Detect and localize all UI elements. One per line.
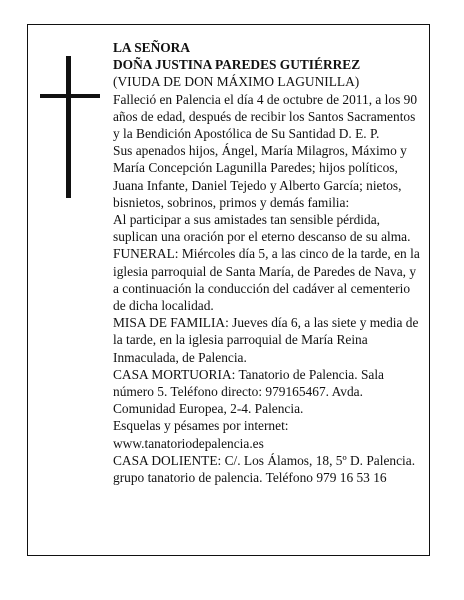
funeral-paragraph: FUNERAL: Miércoles día 5, a las cinco de la tarde, en la iglesia parroquial de Santa María, de Paredes de Nava, y a continuación la conducción del cadáver al cementerio de dicha localidad. [113, 246, 420, 314]
mortuary-paragraph: CASA MORTUORIA: Tanatorio de Palencia. Sala número 5. Teléfono directo: 979165467. Avda. Comunidad Europea, 2-4. Palencia. [113, 366, 384, 417]
death-paragraph: Falleció en Palencia el día 4 de octubre de 2011, a los 90 años de edad, después de recibir los Santos Sacramentos y la Bendición Apostólica de Su Santidad D. E. P. [113, 91, 418, 142]
footer-paragraph: grupo tanatorio de palencia. Teléfono 979 16 53 16 [113, 470, 387, 486]
obituary-text [113, 39, 423, 486]
heading-line-1: LA SEÑORA [113, 40, 191, 55]
home-paragraph: CASA DOLIENTE: C/. Los Álamos, 18, 5º D. Palencia. [113, 452, 416, 468]
family-paragraph: Sus apenados hijos, Ángel, María Milagros, Máximo y María Concepción Lagunilla Paredes; hijos políticos, Juana Infante, Daniel Tejedo y Alberto García; nietos, bisnietos, sobrinos, primos y demás familia: [113, 143, 407, 210]
family-mass-paragraph: MISA DE FAMILIA: Jueves día 6, a las siete y media de la tarde, en la iglesia parroquial de María Reina Inmaculada, de Palencia. [113, 315, 419, 365]
deceased-name: DOÑA JUSTINA PAREDES GUTIÉRREZ [113, 57, 361, 73]
internet-paragraph: Esquelas y pésames por internet: www.tanatoriodepalencia.es [113, 418, 289, 451]
request-paragraph: Al participar a sus amistades tan sensible pérdida, suplican una oración por el eterno descanso de su alma. [113, 212, 411, 245]
cross-icon [40, 56, 100, 198]
widow-line: (VIUDA DE DON MÁXIMO LAGUNILLA) [113, 74, 360, 90]
